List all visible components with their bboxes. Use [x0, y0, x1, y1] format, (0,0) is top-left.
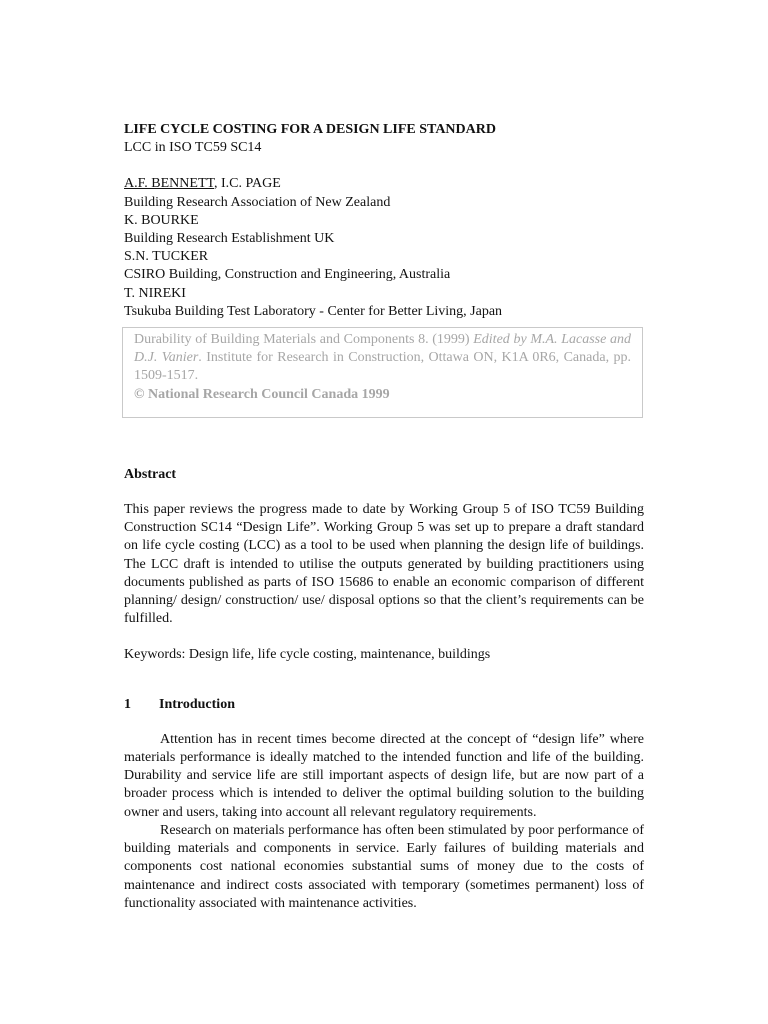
author-2: K. BOURKE	[124, 212, 199, 228]
citation-publisher: . Institute for Research in Construction, Ottawa ON, K1A 0R6, Canada, pp. 1509-1517.	[134, 350, 631, 384]
abstract-body: This paper reviews the progress made to date by Working Group 5 of ISO TC59 Building Construction SC14 “Design Life”. Working Group 5 was set up to prepare a draft standard on life cycle costing (LCC) as a tool to be used when planning the design life of buildings. The LCC draft is intended to utilise the outputs generated by building practitioners using documents published as parts of ISO 15686 to enable an economic comparison of different planning/ design/ construction/ use/ disposal options so that the client’s requirements can be fulfilled.	[124, 502, 644, 627]
citation-editors: Edited by M.A. Lacasse and D.J. Vanier	[134, 332, 631, 366]
intro-paragraph-1: Attention has in recent times become directed at the concept of “design life” where materials performance is ideally matched to the intended function and life of the building. Durability and service life are still important aspects of design life, but are now part of a broader process which is intended to deliver the optimal building solution to the building owner and users, taking into account all relevant regulatory requirements.	[124, 731, 644, 820]
intro-paragraph-2: Research on materials performance has often been stimulated by poor performance of building materials and components in service. Early failures of building materials and components cost national economies substantial sums of money due to the costs of maintenance and indirect costs associated with temporary (sometimes permanent) loss of functionality associated with maintenance activities.	[124, 822, 644, 911]
citation-publication: Durability of Building Materials and Components 8. (1999)	[134, 332, 474, 348]
author-block	[124, 175, 644, 321]
affiliation-2: Building Research Establishment UK	[124, 231, 335, 247]
abstract-heading: Abstract	[124, 466, 177, 482]
affiliation-3: CSIRO Building, Construction and Engineering, Australia	[124, 267, 451, 283]
author-4: T. NIREKI	[124, 285, 186, 301]
affiliation-4: Tsukuba Building Test Laboratory - Center for Better Living, Japan	[124, 303, 503, 319]
citation-copyright: © National Research Council Canada 1999	[134, 386, 390, 402]
author-line-1	[124, 175, 644, 193]
section-heading	[124, 696, 644, 714]
section-number: 1	[124, 696, 131, 712]
author-3: S.N. TUCKER	[124, 249, 209, 265]
paper-subtitle: LCC in ISO TC59 SC14	[124, 140, 262, 156]
section-title: Introduction	[159, 696, 235, 712]
paper-content	[124, 121, 644, 913]
paper-title: LIFE CYCLE COSTING FOR A DESIGN LIFE STANDARD	[124, 122, 496, 137]
coauthor: , I.C. PAGE	[214, 176, 281, 192]
keywords: Keywords: Design life, life cycle costing, maintenance, buildings	[124, 647, 491, 663]
presenting-author: A.F. BENNETT	[124, 176, 215, 192]
affiliation-1: Building Research Association of New Zealand	[124, 194, 391, 210]
citation-box	[122, 327, 643, 418]
